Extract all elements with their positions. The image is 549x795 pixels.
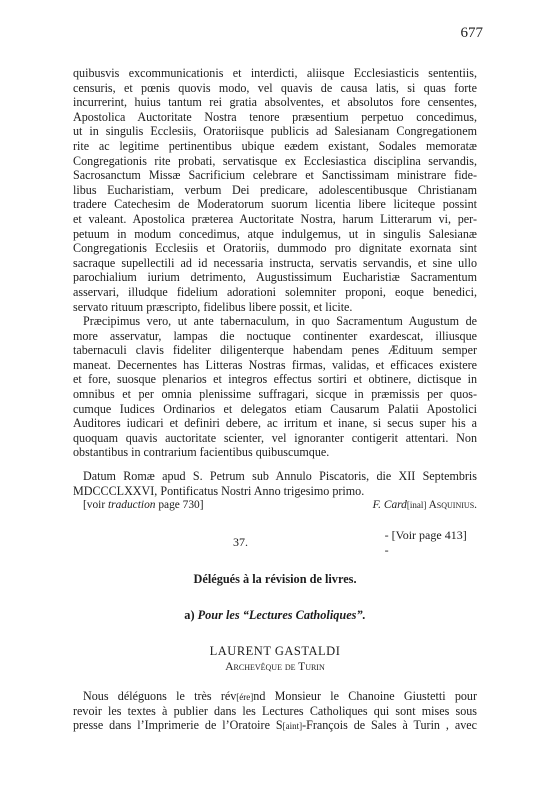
text-line: parochialium iurium detrimento, Augustissimum Eucharistiæ Sacramentum: [73, 270, 477, 285]
datum-paragraph: [73, 469, 477, 498]
text-line: Datum Romæ apud S. Petrum sub Annulo Piscatoris, die XII Septembris: [83, 469, 477, 484]
text-line: Congregationis Ecclesiis et Oratoriis, dummodo pro dignitate exornata sint: [73, 241, 477, 256]
text-line: revoir les textes à publier dans les Lectures Catholiques qui sont mises sous: [73, 703, 477, 718]
text-line: asservari, illudque fidelium adorationi solemniter proponi, eoque benedici,: [73, 284, 477, 299]
author-title: Archevêque de Turin: [225, 661, 325, 674]
text-line: et valeant. Apostolica præterea Auctoritate Nostra, harum Litterarum vi, per-: [73, 211, 477, 226]
text-line: Apostolica Auctoritate Nostra tenore præsentium perpetuo concedimus,: [73, 109, 477, 124]
author-name: LAURENT GASTALDI: [209, 644, 341, 659]
text-line: quibusvis excommunicationis et interdicti, aliisque Ecclesiasticis sententiis,: [73, 66, 477, 80]
text-line: petuum in modum concedimus, atque indulgemus, ut in singulis Salesianæ: [73, 226, 477, 241]
text-line: cumque Iudices Ordinarios et delegatos etiam Causarum Palatii Apostolici: [73, 401, 477, 416]
section-heading: Délégués à la révision de livres.: [193, 572, 357, 587]
text-line: tabernaculi clavis fideliter diligenterque habendam penes Ædituum semper: [73, 343, 477, 358]
text-line: Congregationis rite probati, servatisque ex Ecclesiastica disciplina servandis,: [73, 153, 477, 168]
page-number: 677: [460, 25, 483, 41]
text-line: presse dans l’Imprimerie de l’Oratoire S[aint]-François de Sales à Turin , avec: [73, 718, 477, 733]
text-column: [73, 66, 477, 733]
translation-reference: [voir traduction page 730]: [83, 499, 204, 512]
text-line: more asservatur, lampas die noctuque continenter exardescat, illiusque: [73, 328, 477, 343]
text-line: censuris, et pœnis quovis modo, vel quavis de causa latis, si quas forte: [73, 80, 477, 95]
text-line: incurrerint, huius tantum rei gratia absolventes, et absolutos fore censentes,: [73, 95, 477, 110]
text-line: quoquam quavis auctoritate scienter, vel ignoranter contigerit attentari. Non: [73, 430, 477, 445]
section-reference: - [Voir page 413] -: [384, 527, 467, 557]
text-line: omnibus et per omnia plenissime suffragari, sicque in præmissis per quos-: [73, 387, 477, 402]
latin-paragraphs: [73, 66, 477, 460]
section-subheading: a) Pour les “Lectures Catholiques”.: [184, 608, 366, 623]
text-line: et fore, suosque plenarios et integros effectus sortiri et obtinere, dictisque in: [73, 372, 477, 387]
text-line: sacraque supellectili ad id necessaria instructa, servatis servandis, et sine ullo: [73, 255, 477, 270]
text-line: ut in singulis Ecclesiis, Oratoriisque publicis ad Salesianam Congregationem: [73, 124, 477, 139]
french-paragraph: [73, 689, 477, 733]
text-line: Nous déléguons le très rév[ére]nd Monsieur le Chanoine Giustetti pour: [83, 689, 477, 704]
text-line: obstantibus in contrarium facientibus quibuscumque.: [73, 445, 330, 460]
text-line: Sacrosanctum Missæ Sacrificium celebrare et Sanctissimam ministrare fide-: [73, 168, 477, 183]
text-line: maneat. Decernentes has Litteras Nostras firmas, validas, et efficaces existere: [73, 357, 477, 372]
text-line: Auditores iudicari et definiri debere, ac irritum et inane, si secus super his a: [73, 416, 477, 431]
signature-row: [73, 498, 477, 513]
section-number: 37.: [233, 535, 248, 550]
signature: F. Card[inal] Asquinius.: [372, 499, 477, 512]
text-line: MDCCCLXXVI, Pontificatus Nostri Anno trigesimo primo.: [73, 483, 365, 498]
text-line: rite ac legitime pertinentibus ubique eædem existant, Sodales memoratæ: [73, 138, 477, 153]
text-line: libus Eucharistiam, verbum Dei predicare, adolescentibusque Christianam: [73, 182, 477, 197]
text-line: tradere Catechesim de Moderatorum suorum licentia libere liciteque possint: [73, 197, 477, 212]
text-line: Præcipimus vero, ut ante tabernaculum, in quo Sacramentum Augustum de: [83, 314, 477, 329]
section-number-row: [73, 527, 477, 557]
text-line: servato rituum præscripto, fidelibus libere possit, et licite.: [73, 299, 353, 314]
